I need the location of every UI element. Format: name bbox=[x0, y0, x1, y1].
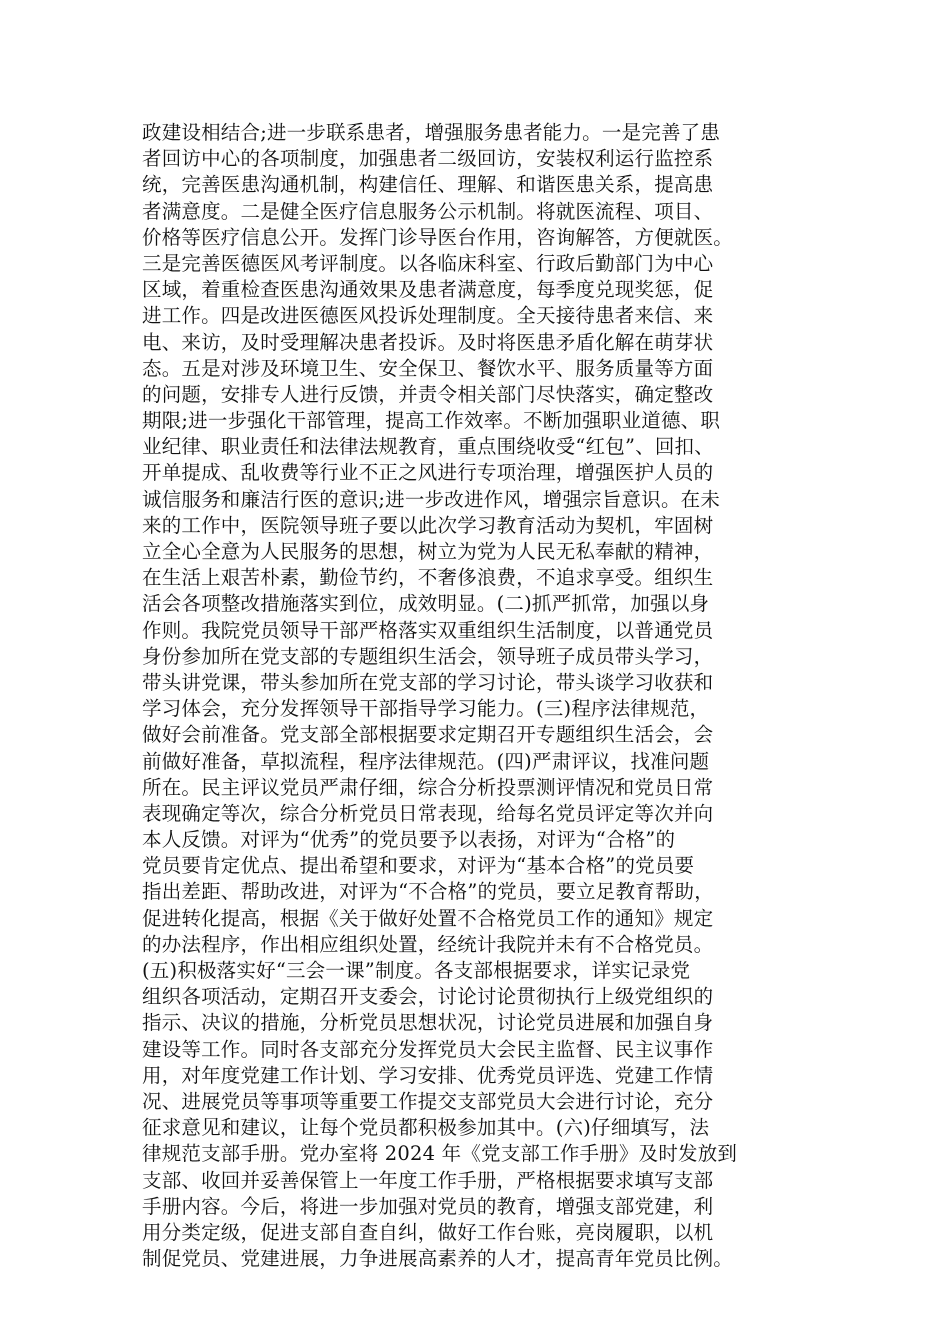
text-line: 期限;进一步强化干部管理，提高工作效率。不断加强职业道德、职 bbox=[142, 409, 721, 433]
text-line: 统，完善医患沟通机制，构建信任、理解、和谐医患关系，提高患 bbox=[142, 173, 714, 197]
text-line: 活会各项整改措施落实到位，成效明显。(二)抓严抓常，加强以身 bbox=[142, 592, 710, 616]
text-line: 态。五是对涉及环境卫生、安全保卫、餐饮水平、服务质量等方面 bbox=[142, 356, 714, 380]
text-line: 前做好准备，草拟流程，程序法律规范。(四)严肃评议，找准问题 bbox=[142, 749, 710, 773]
text-line: 用，对年度党建工作计划、学习安排、优秀党员评选、党建工作情 bbox=[142, 1063, 714, 1087]
text-line: 所在。民主评议党员严肃仔细，综合分析投票测评情况和党员日常 bbox=[142, 775, 714, 799]
text-line: 表现确定等次，综合分析党员日常表现，给每名党员评定等次并向 bbox=[142, 801, 714, 825]
text-line: 的问题，安排专人进行反馈，并责令相关部门尽快落实，确定整改 bbox=[142, 382, 714, 406]
text-line: 组织各项活动，定期召开支委会，讨论讨论贯彻执行上级党组织的 bbox=[142, 985, 714, 1009]
text-line: 区域，着重检查医患沟通效果及患者满意度，每季度兑现奖惩，促 bbox=[142, 278, 714, 302]
text-line: 立全心全意为人民服务的思想，树立为党为人民无私奉献的精神， bbox=[142, 540, 714, 563]
text-line: 制促党员、党建进展，力争进展高素养的人才，提高青年党员比例。 bbox=[142, 1247, 734, 1271]
text-line: 党员要肯定优点、提出希望和要求，对评为“基本合格”的党员要 bbox=[142, 854, 695, 878]
text-line: 手册内容。今后，将进一步加强对党员的教育，增强支部党建，利 bbox=[142, 1194, 714, 1218]
text-line: 指出差距、帮助改进，对评为“不合格”的党员，要立足教育帮助， bbox=[142, 880, 714, 904]
text-line: 业纪律、职业责任和法律法规教育，重点围绕收受“红包”、回扣、 bbox=[142, 435, 714, 459]
body-text bbox=[142, 120, 822, 1272]
text-line: 价格等医疗信息公开。发挥门诊导医台作用，咨询解答，方便就医。 bbox=[142, 225, 734, 249]
text-line: 用分类定级，促进支部自查自纠，做好工作台账，亮岗履职，以机 bbox=[142, 1220, 714, 1244]
text-line: 的办法程序，作出相应组织处置，经统计我院并未有不合格党员。 bbox=[142, 932, 714, 956]
text-line: 来的工作中，医院领导班子要以此次学习教育活动为契机，牢固树 bbox=[142, 513, 714, 537]
text-line: 建设等工作。同时各支部充分发挥党员大会民主监督、民主议事作 bbox=[142, 1037, 714, 1061]
text-line: 者满意度。二是健全医疗信息服务公示机制。将就医流程、项目、 bbox=[142, 199, 714, 223]
text-line: 身份参加所在党支部的专题组织生活会，领导班子成员带头学习， bbox=[142, 644, 714, 668]
text-line: 在生活上艰苦朴素，勤俭节约，不奢侈浪费，不追求享受。组织生 bbox=[142, 566, 714, 590]
text-line: 律规范支部手册。党办室将 2024 年《党支部工作手册》及时发放到 bbox=[142, 1142, 738, 1166]
text-line: 政建设相结合;进一步联系患者，增强服务患者能力。一是完善了患 bbox=[142, 121, 721, 144]
text-line: 开单提成、乱收费等行业不正之风进行专项治理，增强医护人员的 bbox=[142, 461, 714, 485]
text-line: 电、来访，及时受理解决患者投诉。及时将医患矛盾化解在萌芽状 bbox=[142, 330, 714, 354]
text-line: 学习体会，充分发挥领导干部指导学习能力。(三)程序法律规范， bbox=[142, 697, 710, 721]
text-line: 三是完善医德医风考评制度。以各临床科室、行政后勤部门为中心 bbox=[142, 251, 714, 275]
text-line: 促进转化提高，根据《关于做好处置不合格党员工作的通知》规定 bbox=[142, 906, 714, 930]
text-line: 征求意见和建议，让每个党员都积极参加其中。(六)仔细填写，法 bbox=[142, 1116, 710, 1140]
text-line: 诚信服务和廉洁行医的意识;进一步改进作风，增强宗旨意识。在未 bbox=[142, 487, 721, 511]
text-line: 带头讲党课，带头参加所在党支部的学习讨论，带头谈学习收获和 bbox=[142, 670, 714, 694]
text-line: 进工作。四是改进医德医风投诉处理制度。全天接待患者来信、来 bbox=[142, 304, 714, 328]
text-line: 支部、收回并妥善保管上一年度工作手册，严格根据要求填写支部 bbox=[142, 1168, 714, 1192]
text-line: (五)积极落实好“三会一课”制度。各支部根据要求，详实记录党 bbox=[142, 959, 691, 982]
text-line: 作则。我院党员领导干部严格落实双重组织生活制度，以普通党员 bbox=[142, 618, 714, 642]
text-line: 者回访中心的各项制度，加强患者二级回访，安装权利运行监控系 bbox=[142, 147, 714, 171]
text-line: 做好会前准备。党支部全部根据要求定期召开专题组织生活会，会 bbox=[142, 723, 714, 747]
text-line: 本人反馈。对评为“优秀”的党员要予以表扬，对评为“合格”的 bbox=[142, 828, 676, 852]
text-line: 指示、决议的措施，分析党员思想状况，讨论党员进展和加强自身 bbox=[142, 1011, 714, 1035]
text-line: 况、进展党员等事项等重要工作提交支部党员大会进行讨论，充分 bbox=[142, 1089, 714, 1113]
